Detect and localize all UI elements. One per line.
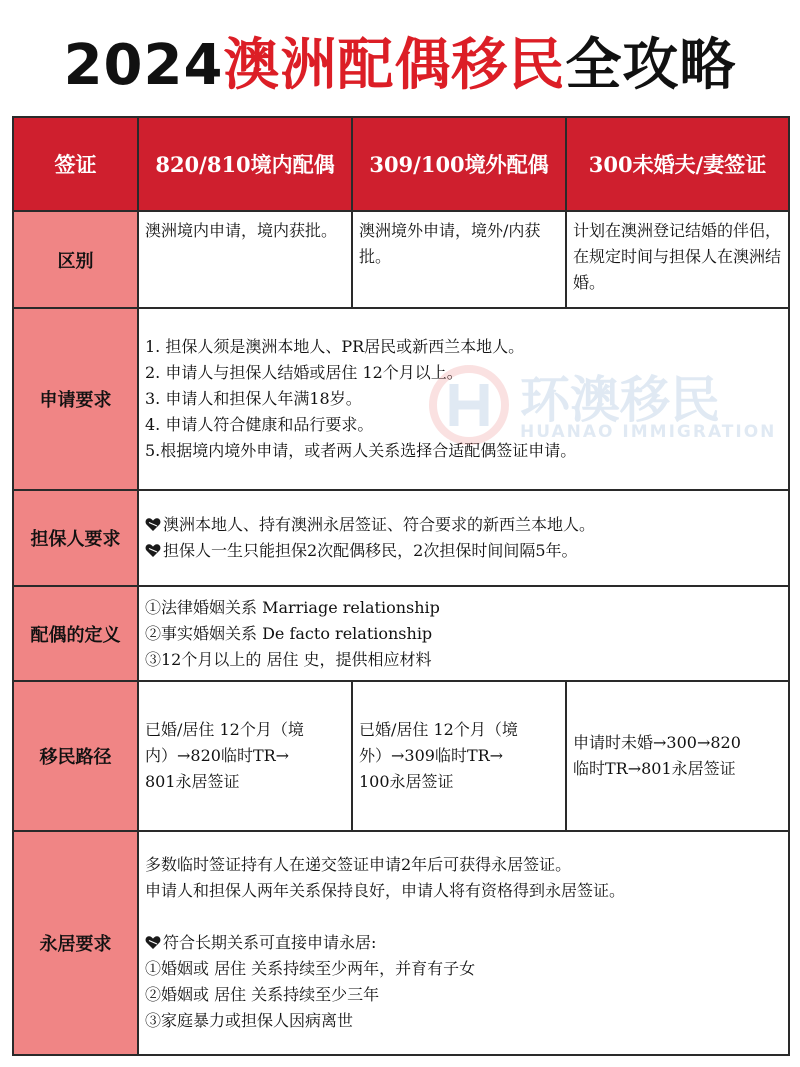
text-line: 申请时未婚→300→820 bbox=[573, 733, 741, 752]
difference-309-100 bbox=[352, 211, 566, 308]
definition-item: ①法律婚姻关系 Marriage relationship bbox=[145, 597, 440, 617]
pathway-300 bbox=[566, 681, 789, 831]
title-highlight: 澳洲配偶移民 bbox=[223, 33, 566, 98]
permanent-item: ②婚姻或 居住 关系持续至少三年 bbox=[145, 985, 380, 1004]
text-line: 澳洲境内申请，境内获批。 bbox=[145, 221, 338, 240]
permanent-item: ①婚姻或 居住 关系持续至少两年，并育有子女 bbox=[145, 959, 476, 978]
header-300: 300未婚夫/妻签证 bbox=[566, 117, 789, 211]
heart-icon bbox=[145, 517, 161, 532]
header-309-100: 309/100境外配偶 bbox=[352, 117, 566, 211]
heart-line bbox=[145, 930, 782, 956]
text-line: 已婚/居住 12个月（境 bbox=[359, 720, 518, 739]
text-line: 澳洲境外申请，境外/内获批。 bbox=[359, 221, 541, 266]
label-difference: 区别 bbox=[13, 211, 138, 308]
sponsor-item bbox=[145, 538, 782, 564]
header-820-810: 820/810境内配偶 bbox=[138, 117, 352, 211]
text-line: 计划在澳洲登记结婚的伴侣，在规定时间与担保人在澳洲结婚。 bbox=[573, 221, 782, 292]
row-sponsor bbox=[13, 490, 789, 586]
label-pathway: 移民路径 bbox=[13, 681, 138, 831]
definition-content bbox=[138, 586, 789, 681]
requirement-item: 1. 担保人须是澳洲本地人、PR居民或新西兰本地人。 bbox=[145, 337, 525, 356]
label-requirements: 申请要求 bbox=[13, 308, 138, 490]
requirement-item: 2. 申请人与担保人结婚或居住 12个月以上。 bbox=[145, 363, 463, 382]
header-row bbox=[13, 117, 789, 211]
row-definition bbox=[13, 586, 789, 681]
text-line: 临时TR→801永居签证 bbox=[573, 759, 736, 778]
difference-820-810 bbox=[138, 211, 352, 308]
row-pathway bbox=[13, 681, 789, 831]
row-difference bbox=[13, 211, 789, 308]
requirements-content bbox=[138, 308, 789, 490]
visa-comparison-table bbox=[12, 116, 790, 1056]
text-line: 100永居签证 bbox=[359, 772, 454, 791]
heart-icon bbox=[145, 935, 161, 950]
label-definition: 配偶的定义 bbox=[13, 586, 138, 681]
text-line: 801永居签证 bbox=[145, 772, 240, 791]
difference-300 bbox=[566, 211, 789, 308]
definition-item: ②事实婚姻关系 De facto relationship bbox=[145, 623, 433, 643]
heart-line-text: 符合长期关系可直接申请永居: bbox=[163, 933, 377, 952]
requirement-item: 5.根据境内境外申请，或者两人关系选择合适配偶签证申请。 bbox=[145, 441, 577, 460]
pathway-820-810 bbox=[138, 681, 352, 831]
text-line: 已婚/居住 12个月（境 bbox=[145, 720, 304, 739]
row-requirements bbox=[13, 308, 789, 490]
header-visa: 签证 bbox=[13, 117, 138, 211]
label-sponsor: 担保人要求 bbox=[13, 490, 138, 586]
title-year: 2024 bbox=[63, 33, 224, 98]
sponsor-content bbox=[138, 490, 789, 586]
title-suffix: 全攻略 bbox=[565, 33, 737, 98]
text-line: 多数临时签证持有人在递交签证申请2年后可获得永居签证。 bbox=[145, 855, 572, 874]
text-line: 申请人和担保人两年关系保持良好，申请人将有资格得到永居签证。 bbox=[145, 881, 626, 900]
row-permanent bbox=[13, 831, 789, 1055]
spacer bbox=[145, 904, 782, 930]
definition-item: ③12个月以上的 居住 史，提供相应材料 bbox=[145, 649, 432, 669]
sponsor-text: 担保人一生只能担保2次配偶移民，2次担保时间间隔5年。 bbox=[163, 541, 578, 560]
page-title bbox=[0, 18, 800, 114]
text-line: 外）→309临时TR→ bbox=[359, 746, 504, 765]
permanent-content bbox=[138, 831, 789, 1055]
watermark-name: 环澳移民 bbox=[520, 371, 720, 429]
watermark-english: HUANAO IMMIGRATION bbox=[520, 422, 777, 442]
permanent-item: ③家庭暴力或担保人因病离世 bbox=[145, 1011, 354, 1030]
requirement-item: 4. 申请人符合健康和品行要求。 bbox=[145, 415, 374, 434]
requirement-item: 3. 申请人和担保人年满18岁。 bbox=[145, 389, 362, 408]
pathway-309-100 bbox=[352, 681, 566, 831]
heart-icon bbox=[145, 543, 161, 558]
sponsor-text: 澳洲本地人、持有澳洲永居签证、符合要求的新西兰本地人。 bbox=[163, 515, 596, 534]
text-line: 内）→820临时TR→ bbox=[145, 746, 290, 765]
label-permanent: 永居要求 bbox=[13, 831, 138, 1055]
sponsor-item bbox=[145, 512, 782, 538]
